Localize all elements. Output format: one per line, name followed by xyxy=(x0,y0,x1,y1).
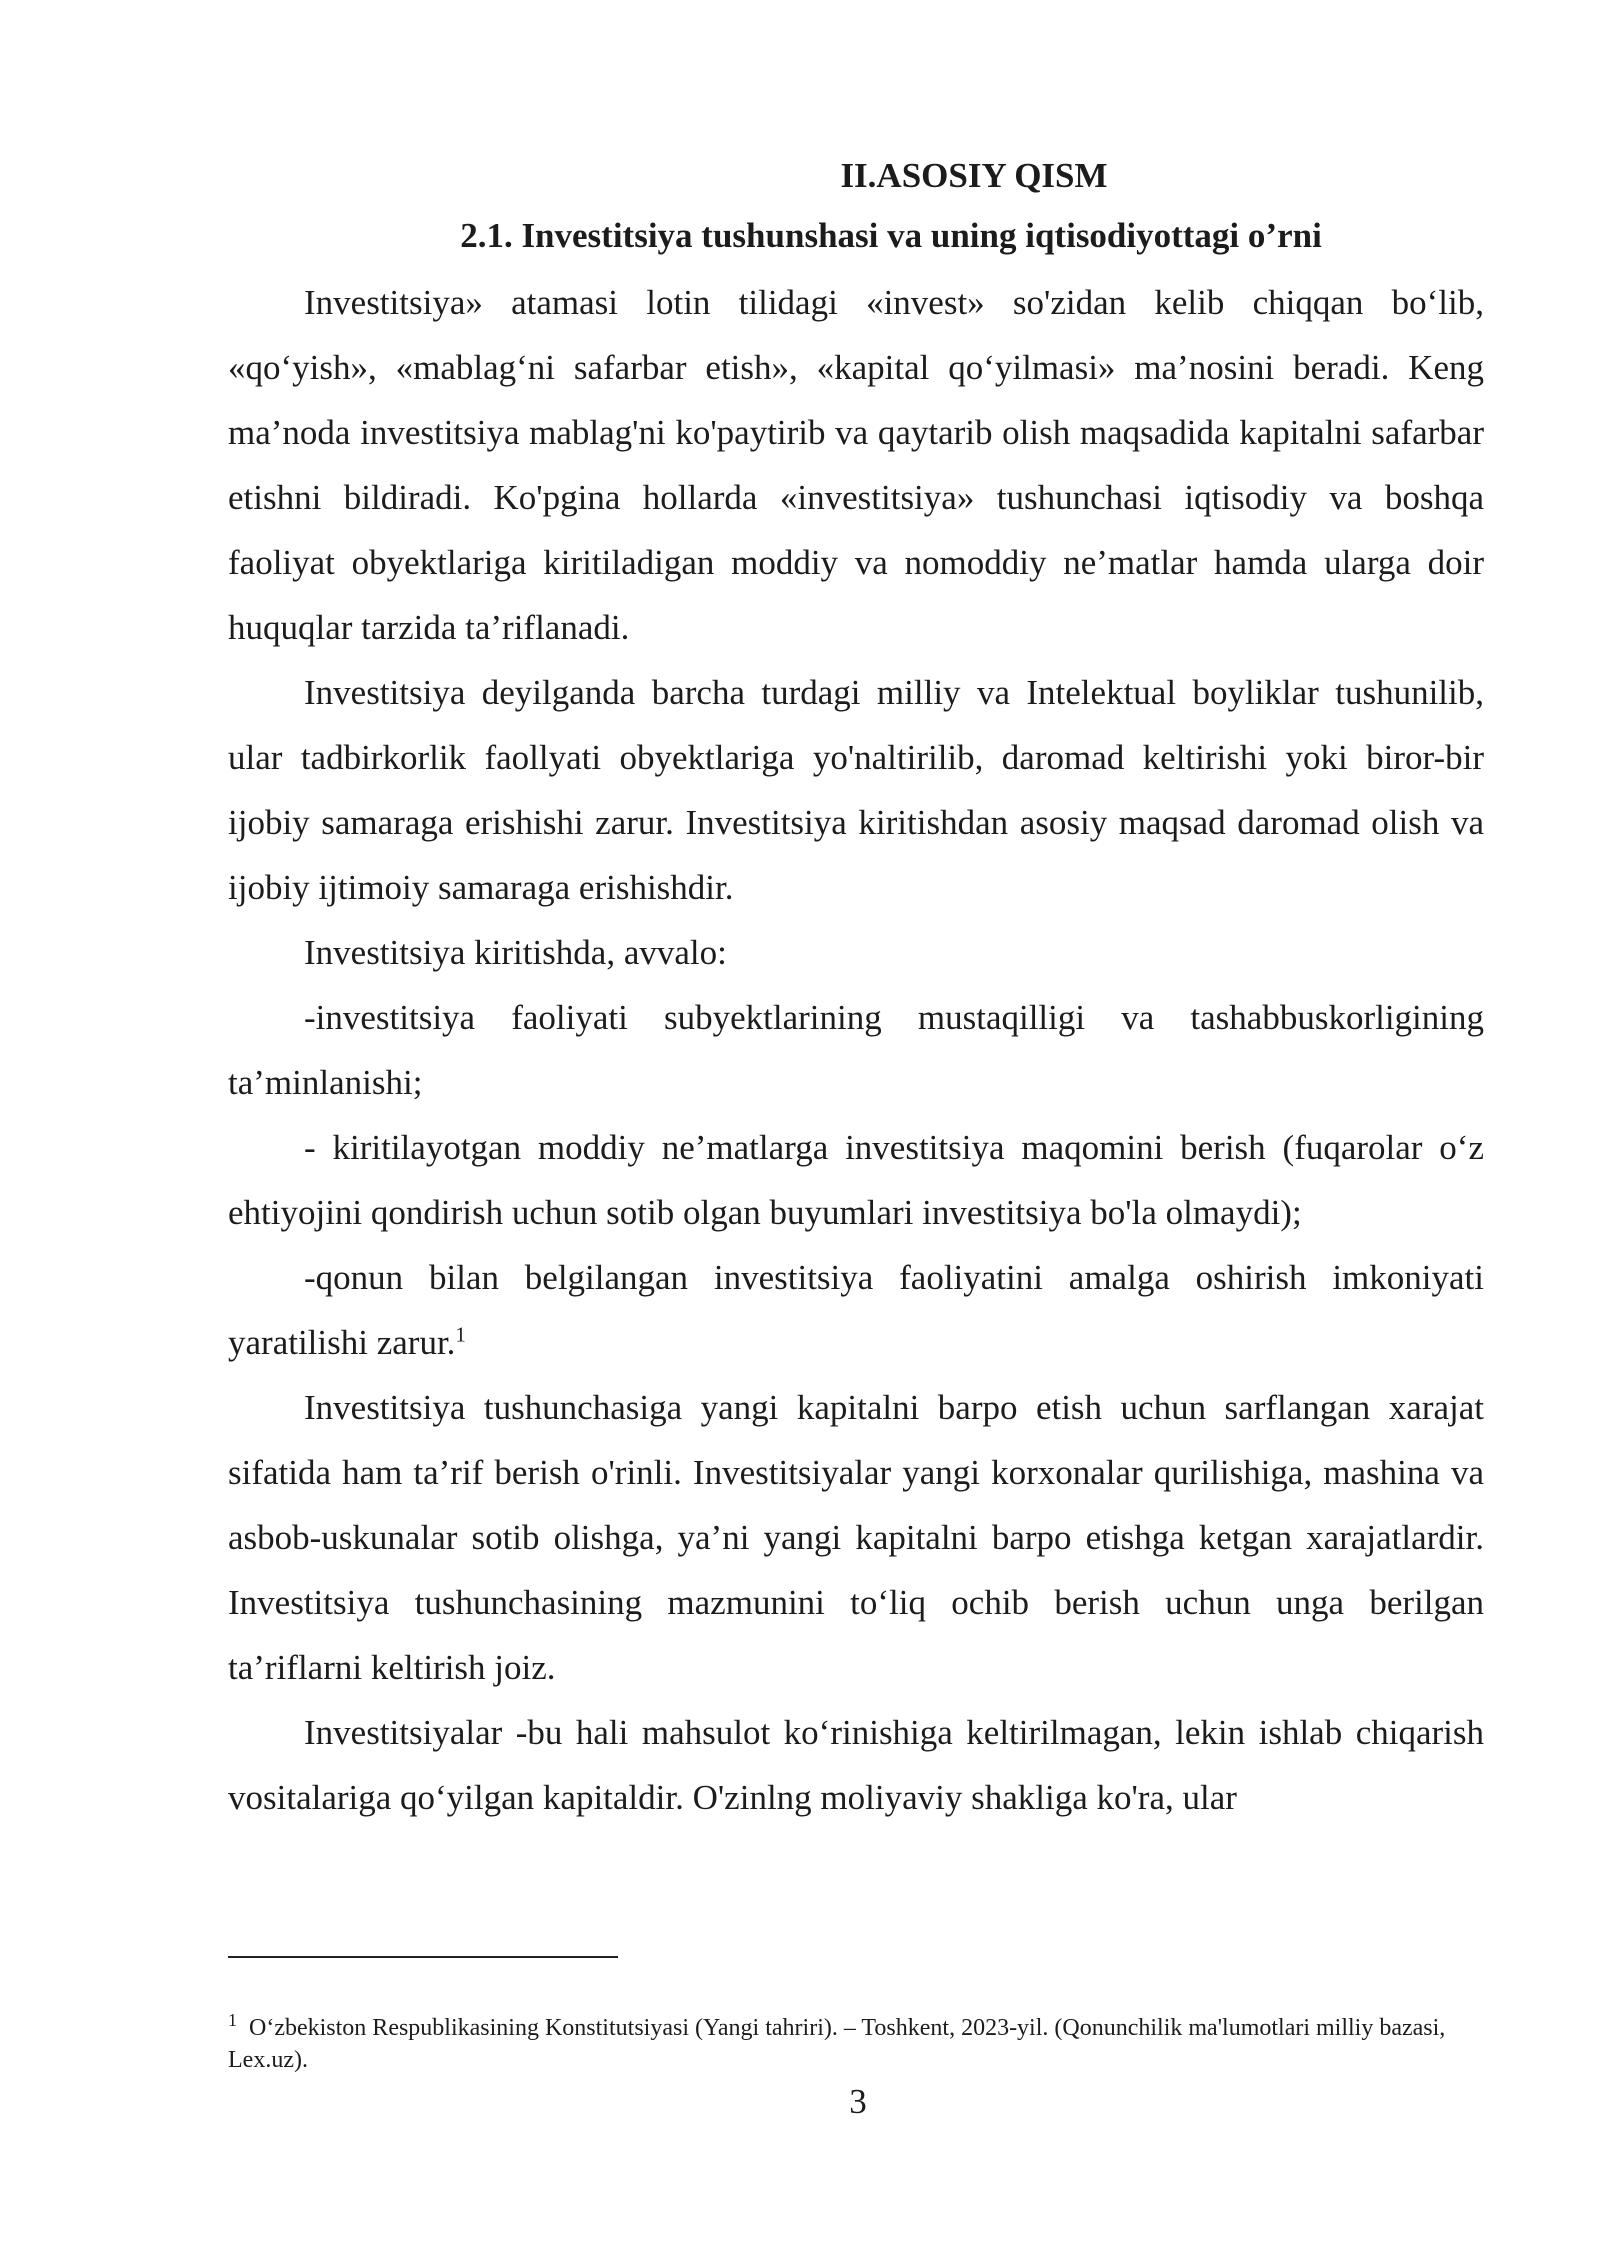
paragraph-1: Investitsiya» atamasi lotin tilidagi «invest» so'zidan kelib chiqqan bo‘lib, «qo‘yish», «mablag‘ni safarbar etish», «kapital qo‘yilmasi» ma’nosini beradi. Keng ma’noda investitsiya mablag'ni ko'paytirib va qaytarib olish maqsadida kapitalni safarbar etishni bildiradi. Ko'pgina hollarda «investitsiya» tushunchasi iqtisodiy va boshqa faoliyat obyektlariga kiritiladigan moddiy va nomoddiy ne’matlar hamda ularga doir huquqlar tarzida ta’riflanadi. xyxy=(228,283,1484,647)
subsection-heading: 2.1. Investitsiya tushunshasi va uning iqtisodiyottagi o’rni xyxy=(460,216,1322,255)
list-item-3-text: -qonun bilan belgilangan investitsiya faoliyatini amalga oshirish imkoniyati yaratilishi zarur. xyxy=(228,1258,1484,1362)
paragraph-3: Investitsiya kiritishda, avvalo: xyxy=(304,933,727,972)
paragraph-2: Investitsiya deyilganda barcha turdagi milliy va Intelektual boyliklar tushunilib, ular tadbirkorlik faollyati obyektlariga yo'naltirilib, daromad keltirishi yoki biror-bir ijobiy samaraga erishishi zarur. Investitsiya kiritishdan asosiy maqsad daromad olish va ijobiy ijtimoiy samaraga erishishdir. xyxy=(228,673,1484,907)
list-item-2: - kiritilayotgan moddiy ne’matlarga investitsiya maqomini berish (fuqarolar o‘z ehtiyojini qondirish uchun sotib olgan buyumlari investitsiya bo'la olmaydi); xyxy=(228,1128,1484,1232)
list-item-3 xyxy=(228,1245,1484,1375)
section-heading: II.ASOSIY QISM xyxy=(840,156,1108,195)
footnote-text: O‘zbekiston Respublikasining Konstitutsiyasi (Yangi tahriri). – Toshkent, 2023-yil. (Qonunchilik ma'lumotlari milliy bazasi, Lex.uz). xyxy=(228,2015,1446,2073)
page-number: 3 xyxy=(849,2082,867,2121)
footnote-divider xyxy=(228,1956,618,1958)
list-item-1: -investitsiya faoliyati subyektlarining mustaqilligi va tashabbuskorligining ta’minlanishi; xyxy=(228,998,1484,1102)
footnote-reference[interactable]: 1 xyxy=(455,1322,466,1347)
footnote xyxy=(228,2012,1484,2076)
paragraph-4: Investitsiya tushunchasiga yangi kapitalni barpo etish uchun sarflangan xarajat sifatida ham ta’rif berish o'rinli. Investitsiyalar yangi korxonalar qurilishiga, mashina va asbob-uskunalar sotib olishga, ya’ni yangi kapitalni barpo etishga ketgan xarajatlardir. Investitsiya tushunchasining mazmunini to‘liq ochib berish uchun unga berilgan ta’riflarni keltirish joiz. xyxy=(228,1388,1484,1687)
main-content xyxy=(228,152,1484,1830)
footnote-number: 1 xyxy=(228,2010,237,2030)
paragraph-5: Investitsiyalar -bu hali mahsulot ko‘rinishiga keltirilmagan, lekin ishlab chiqarish vositalariga qo‘yilgan kapitaldir. O'zinlng moliyaviy shakliga ko'ra, ular xyxy=(228,1713,1484,1817)
